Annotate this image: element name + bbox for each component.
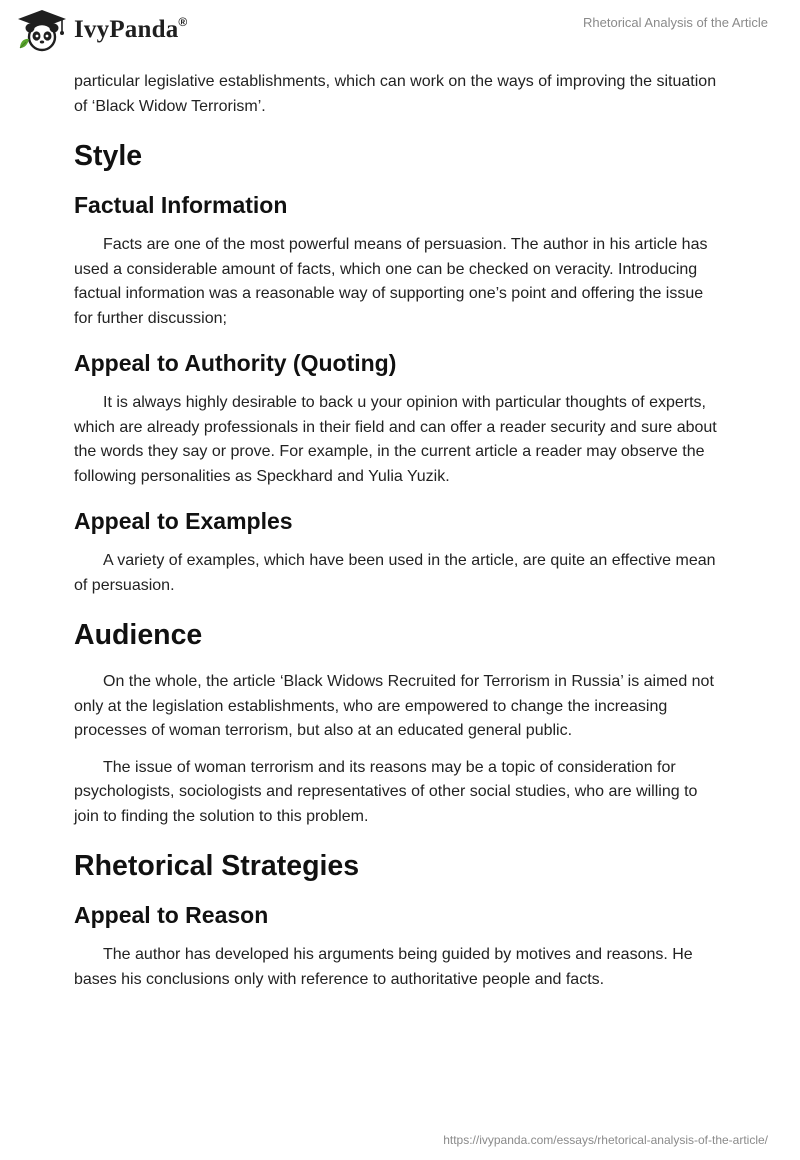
paragraph-reason: The author has developed his arguments being guided by motives and reasons. He bases his conclusions only with reference to authoritative people and facts. — [74, 946, 693, 988]
paragraph-audience-2: The issue of woman terrorism and its reasons may be a topic of consideration for psychologists, sociologists and representatives of other social studies, who are willing to join to finding the solution to this problem. — [74, 758, 698, 825]
page-header — [0, 0, 800, 62]
heading-rhetorical-strategies: Rhetorical Strategies — [74, 850, 360, 882]
heading-factual-information: Factual Information — [74, 192, 288, 218]
registered-mark: ® — [178, 14, 188, 29]
brand-name: IvyPanda® — [74, 14, 188, 43]
brand-logo[interactable] — [14, 8, 187, 52]
heading-style: Style — [74, 140, 143, 172]
paragraph-authority: It is always highly desirable to back u your opinion with particular thoughts of experts, which are already professionals in their field and can offer a reader security and sure about the words they say or prove. For example, in the current article a reader may observe the following personalities as Speckhard and Yulia Yuzik. — [74, 394, 717, 485]
heading-appeal-to-reason: Appeal to Reason — [74, 902, 269, 928]
heading-audience: Audience — [74, 619, 203, 651]
paragraph-examples: A variety of examples, which have been used in the article, are quite an effective mean of persuasion. — [74, 552, 716, 594]
paragraph-audience-1: On the whole, the article ‘Black Widows Recruited for Terrorism in Russia’ is aimed not only at the legislation establishments, who are empowered to change the increasing processes of woman terrorism, but also at an educated general public. — [74, 673, 714, 739]
panda-graduate-icon — [14, 8, 70, 52]
intro-continuation: particular legislative establishments, which can work on the ways of improving the situation of ‘Black Widow Terrorism’. — [74, 73, 717, 115]
paragraph-factual: Facts are one of the most powerful means of persuasion. The author in his article has used a considerable amount of facts, which one can be checked on veracity. Introducing factual information was a reasonable way of supporting one’s point and offering the issue for further discussion; — [74, 236, 708, 327]
article-body — [74, 70, 726, 1004]
heading-appeal-to-examples: Appeal to Examples — [74, 508, 293, 534]
heading-appeal-to-authority: Appeal to Authority (Quoting) — [74, 350, 397, 376]
document-title: Rhetorical Analysis of the Article — [583, 15, 768, 30]
footer-url[interactable]: https://ivypanda.com/essays/rhetorical-analysis-of-the-article/ — [443, 1133, 768, 1147]
